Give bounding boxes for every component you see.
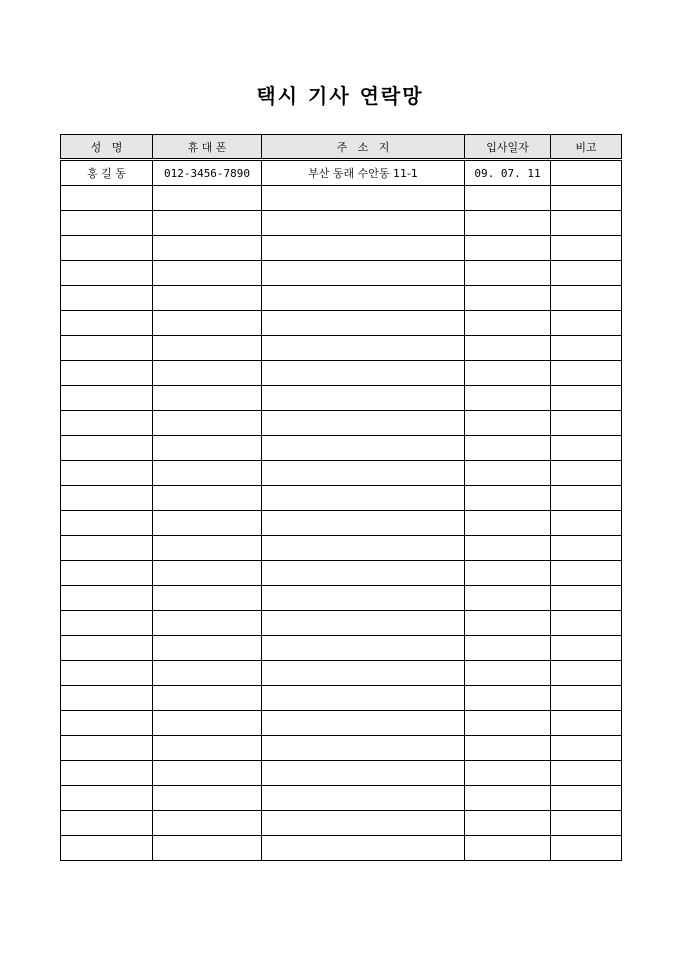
table-row [61, 261, 622, 286]
cell-hire-date[interactable] [465, 661, 551, 686]
cell-address[interactable] [262, 361, 465, 386]
table-row [61, 511, 622, 536]
cell-note[interactable] [551, 386, 622, 411]
cell-hire-date[interactable] [465, 561, 551, 586]
table-row [61, 160, 622, 186]
cell-phone[interactable] [153, 361, 262, 386]
cell-address[interactable] [262, 286, 465, 311]
cell-note[interactable] [551, 511, 622, 536]
cell-address[interactable] [262, 686, 465, 711]
cell-hire-date[interactable] [465, 686, 551, 711]
cell-phone[interactable] [153, 586, 262, 611]
table-row [61, 436, 622, 461]
cell-phone[interactable] [153, 561, 262, 586]
cell-name[interactable] [61, 236, 153, 261]
table-row [61, 586, 622, 611]
cell-address[interactable] [262, 411, 465, 436]
cell-address[interactable] [262, 561, 465, 586]
cell-name[interactable] [61, 261, 153, 286]
cell-address[interactable] [262, 661, 465, 686]
cell-note[interactable] [551, 836, 622, 861]
table-row [61, 686, 622, 711]
table-row [61, 811, 622, 836]
cell-note[interactable] [551, 636, 622, 661]
cell-phone[interactable] [153, 236, 262, 261]
table-row [61, 636, 622, 661]
cell-name[interactable] [61, 661, 153, 686]
cell-hire-date[interactable] [465, 586, 551, 611]
cell-phone[interactable]: 012-3456-7890 [153, 160, 262, 186]
table-row [61, 786, 622, 811]
cell-hire-date[interactable] [465, 836, 551, 861]
cell-note[interactable] [551, 311, 622, 336]
cell-phone[interactable] [153, 736, 262, 761]
cell-hire-date[interactable] [465, 311, 551, 336]
table-row [61, 311, 622, 336]
cell-address[interactable] [262, 636, 465, 661]
cell-name[interactable] [61, 736, 153, 761]
cell-address[interactable] [262, 536, 465, 561]
cell-hire-date[interactable] [465, 461, 551, 486]
cell-name[interactable] [61, 586, 153, 611]
cell-hire-date[interactable] [465, 211, 551, 236]
header-address: 주 소 지 [262, 135, 465, 160]
document-title: 택시 기사 연락망 [256, 84, 424, 108]
cell-address[interactable] [262, 461, 465, 486]
cell-name[interactable] [61, 561, 153, 586]
cell-address[interactable] [262, 486, 465, 511]
cell-name[interactable] [61, 636, 153, 661]
cell-address[interactable] [262, 236, 465, 261]
cell-address[interactable] [262, 511, 465, 536]
cell-name[interactable]: 홍 길 동 [61, 160, 153, 186]
table-row [61, 761, 622, 786]
cell-address[interactable] [262, 736, 465, 761]
cell-name[interactable] [61, 186, 153, 211]
cell-hire-date[interactable] [465, 636, 551, 661]
header-hire-date: 입사일자 [465, 135, 551, 160]
cell-name[interactable] [61, 311, 153, 336]
table-row [61, 561, 622, 586]
cell-name[interactable] [61, 286, 153, 311]
cell-phone[interactable] [153, 661, 262, 686]
table-row [61, 411, 622, 436]
table-row [61, 536, 622, 561]
table-row [61, 361, 622, 386]
table-row [61, 461, 622, 486]
table-row [61, 486, 622, 511]
contact-table [60, 134, 622, 861]
cell-phone[interactable] [153, 511, 262, 536]
cell-note[interactable] [551, 786, 622, 811]
cell-note[interactable] [551, 686, 622, 711]
cell-note[interactable] [551, 211, 622, 236]
cell-address[interactable] [262, 336, 465, 361]
table-row [61, 386, 622, 411]
cell-hire-date[interactable] [465, 261, 551, 286]
cell-note[interactable] [551, 461, 622, 486]
cell-address[interactable] [262, 186, 465, 211]
cell-note[interactable] [551, 261, 622, 286]
cell-hire-date[interactable] [465, 336, 551, 361]
cell-note[interactable] [551, 661, 622, 686]
table-row [61, 336, 622, 361]
cell-phone[interactable] [153, 761, 262, 786]
table-row [61, 186, 622, 211]
table-row [61, 611, 622, 636]
cell-phone[interactable] [153, 261, 262, 286]
header-note: 비고 [551, 135, 622, 160]
cell-note[interactable] [551, 736, 622, 761]
cell-address[interactable] [262, 836, 465, 861]
cell-phone[interactable] [153, 636, 262, 661]
cell-phone[interactable] [153, 336, 262, 361]
cell-address[interactable] [262, 261, 465, 286]
table-row [61, 286, 622, 311]
cell-phone[interactable] [153, 186, 262, 211]
cell-address[interactable] [262, 811, 465, 836]
cell-address[interactable] [262, 386, 465, 411]
cell-note[interactable] [551, 336, 622, 361]
cell-phone[interactable] [153, 711, 262, 736]
cell-hire-date[interactable] [465, 811, 551, 836]
cell-hire-date[interactable] [465, 711, 551, 736]
cell-hire-date[interactable] [465, 436, 551, 461]
table-row [61, 661, 622, 686]
cell-hire-date[interactable] [465, 236, 551, 261]
cell-note[interactable] [551, 361, 622, 386]
cell-name[interactable] [61, 361, 153, 386]
cell-note[interactable] [551, 160, 622, 186]
header-row [61, 135, 622, 160]
table-row [61, 836, 622, 861]
table-row [61, 736, 622, 761]
cell-note[interactable] [551, 586, 622, 611]
table-row [61, 711, 622, 736]
cell-phone[interactable] [153, 811, 262, 836]
header-name: 성 명 [61, 135, 153, 160]
cell-name[interactable] [61, 436, 153, 461]
cell-phone[interactable] [153, 611, 262, 636]
cell-phone[interactable] [153, 786, 262, 811]
cell-address[interactable] [262, 786, 465, 811]
cell-phone[interactable] [153, 386, 262, 411]
cell-address[interactable] [262, 761, 465, 786]
cell-phone[interactable] [153, 461, 262, 486]
cell-note[interactable] [551, 711, 622, 736]
cell-hire-date[interactable] [465, 611, 551, 636]
cell-name[interactable] [61, 211, 153, 236]
cell-name[interactable] [61, 411, 153, 436]
cell-hire-date[interactable] [465, 536, 551, 561]
cell-note[interactable] [551, 411, 622, 436]
cell-note[interactable] [551, 286, 622, 311]
cell-phone[interactable] [153, 486, 262, 511]
cell-address[interactable] [262, 311, 465, 336]
cell-name[interactable] [61, 811, 153, 836]
cell-phone[interactable] [153, 311, 262, 336]
cell-name[interactable] [61, 836, 153, 861]
cell-name[interactable] [61, 611, 153, 636]
cell-address[interactable]: 부산 동래 수안동 11-1 [262, 160, 465, 186]
header-phone: 휴 대 폰 [153, 135, 262, 160]
cell-note[interactable] [551, 611, 622, 636]
cell-hire-date[interactable] [465, 361, 551, 386]
cell-name[interactable] [61, 786, 153, 811]
cell-address[interactable] [262, 586, 465, 611]
cell-note[interactable] [551, 436, 622, 461]
cell-hire-date[interactable] [465, 486, 551, 511]
cell-hire-date[interactable] [465, 511, 551, 536]
cell-note[interactable] [551, 536, 622, 561]
cell-hire-date[interactable] [465, 186, 551, 211]
cell-hire-date[interactable] [465, 286, 551, 311]
cell-address[interactable] [262, 711, 465, 736]
cell-address[interactable] [262, 436, 465, 461]
cell-phone[interactable] [153, 536, 262, 561]
cell-phone[interactable] [153, 836, 262, 861]
cell-name[interactable] [61, 761, 153, 786]
cell-note[interactable] [551, 811, 622, 836]
cell-phone[interactable] [153, 286, 262, 311]
cell-phone[interactable] [153, 211, 262, 236]
cell-name[interactable] [61, 686, 153, 711]
cell-phone[interactable] [153, 411, 262, 436]
cell-address[interactable] [262, 211, 465, 236]
cell-hire-date[interactable] [465, 761, 551, 786]
cell-note[interactable] [551, 236, 622, 261]
cell-name[interactable] [61, 536, 153, 561]
cell-note[interactable] [551, 761, 622, 786]
cell-hire-date[interactable] [465, 786, 551, 811]
cell-hire-date[interactable]: 09. 07. 11 [465, 160, 551, 186]
cell-phone[interactable] [153, 436, 262, 461]
cell-hire-date[interactable] [465, 736, 551, 761]
cell-hire-date[interactable] [465, 386, 551, 411]
cell-name[interactable] [61, 461, 153, 486]
cell-hire-date[interactable] [465, 411, 551, 436]
cell-name[interactable] [61, 711, 153, 736]
cell-name[interactable] [61, 386, 153, 411]
cell-address[interactable] [262, 611, 465, 636]
cell-note[interactable] [551, 561, 622, 586]
cell-name[interactable] [61, 486, 153, 511]
cell-note[interactable] [551, 186, 622, 211]
cell-phone[interactable] [153, 686, 262, 711]
table-row [61, 211, 622, 236]
cell-name[interactable] [61, 511, 153, 536]
cell-note[interactable] [551, 486, 622, 511]
table-row [61, 236, 622, 261]
cell-name[interactable] [61, 336, 153, 361]
